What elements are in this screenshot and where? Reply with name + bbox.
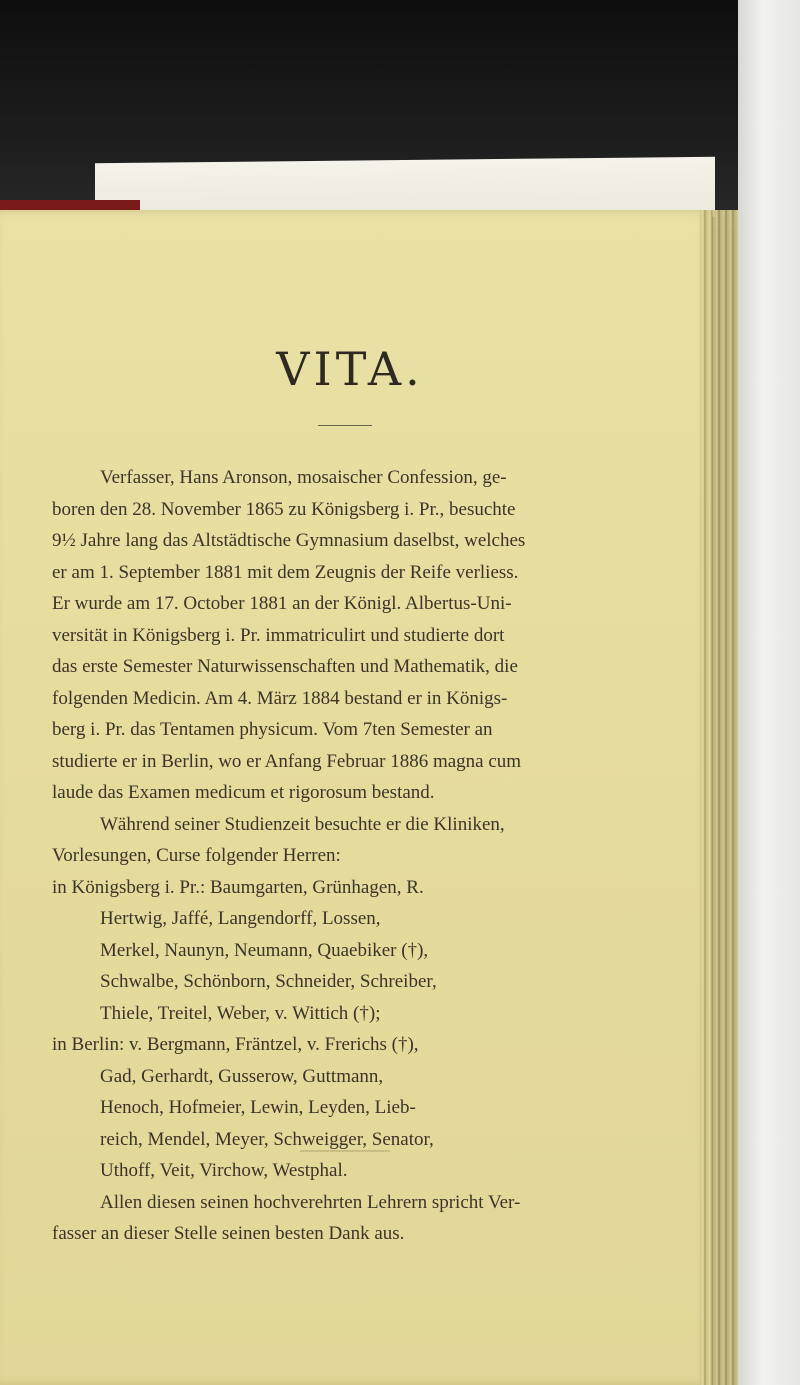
text-line: Henoch, Hofmeier, Lewin, Leyden, Lieb- xyxy=(100,1097,416,1118)
text-line: folgenden Medicin. Am 4. März 1884 bestand er in Königs- xyxy=(52,687,508,709)
text-line: versität in Königsberg i. Pr. immatriculirt und studierte dort xyxy=(52,624,505,646)
faint-rule xyxy=(300,1150,390,1152)
text-line: 9½ Jahre lang das Altstädtische Gymnasium daselbst, welches xyxy=(52,530,526,551)
title-rule xyxy=(318,425,372,426)
text-line: in Königsberg i. Pr.: Baumgarten, Grünhagen, R. xyxy=(52,876,424,898)
text-line: er am 1. September 1881 mit dem Zeugnis der Reife verliess. xyxy=(52,561,519,583)
text-line: Uthoff, Veit, Virchow, Westphal. xyxy=(100,1160,348,1181)
text-line: in Berlin: v. Bergmann, Fräntzel, v. Frerichs (†), xyxy=(52,1034,419,1055)
text-line: laude das Examen medicum et rigorosum bestand. xyxy=(52,782,435,803)
text-line: Verfasser, Hans Aronson, mosaischer Confession, ge- xyxy=(100,467,507,488)
text-line: Allen diesen seinen hochverehrten Lehrern spricht Ver- xyxy=(100,1191,521,1213)
text-line: Hertwig, Jaffé, Langendorff, Lossen, xyxy=(100,908,381,929)
text-line: Vorlesungen, Curse folgender Herren: xyxy=(52,845,341,866)
text-line: Thiele, Treitel, Weber, v. Wittich (†); xyxy=(100,1002,381,1024)
text-line: reich, Mendel, Meyer, Schweigger, Senator, xyxy=(100,1128,434,1150)
text-line: berg i. Pr. das Tentamen physicum. Vom 7ten Semester an xyxy=(52,719,493,740)
page-title: VITA. xyxy=(276,342,424,396)
text-line: fasser an dieser Stelle seinen besten Dank aus. xyxy=(52,1223,405,1244)
text-line: Er wurde am 17. October 1881 an der Königl. Albertus-Uni- xyxy=(52,593,512,614)
text-line: Merkel, Naunyn, Neumann, Quaebiker (†), xyxy=(100,939,429,961)
text-line: Schwalbe, Schönborn, Schneider, Schreiber, xyxy=(100,971,437,992)
vita-paragraph xyxy=(52,462,652,1250)
text-line: das erste Semester Naturwissenschaften und Mathematik, die xyxy=(52,656,518,677)
text-line: Gad, Gerhardt, Gusserow, Guttmann, xyxy=(100,1065,384,1087)
text-line: Während seiner Studienzeit besuchte er die Kliniken, xyxy=(100,813,505,835)
text-line: studierte er in Berlin, wo er Anfang Februar 1886 magna cum xyxy=(52,750,522,772)
text-line: boren den 28. November 1865 zu Königsberg i. Pr., besuchte xyxy=(52,498,516,520)
